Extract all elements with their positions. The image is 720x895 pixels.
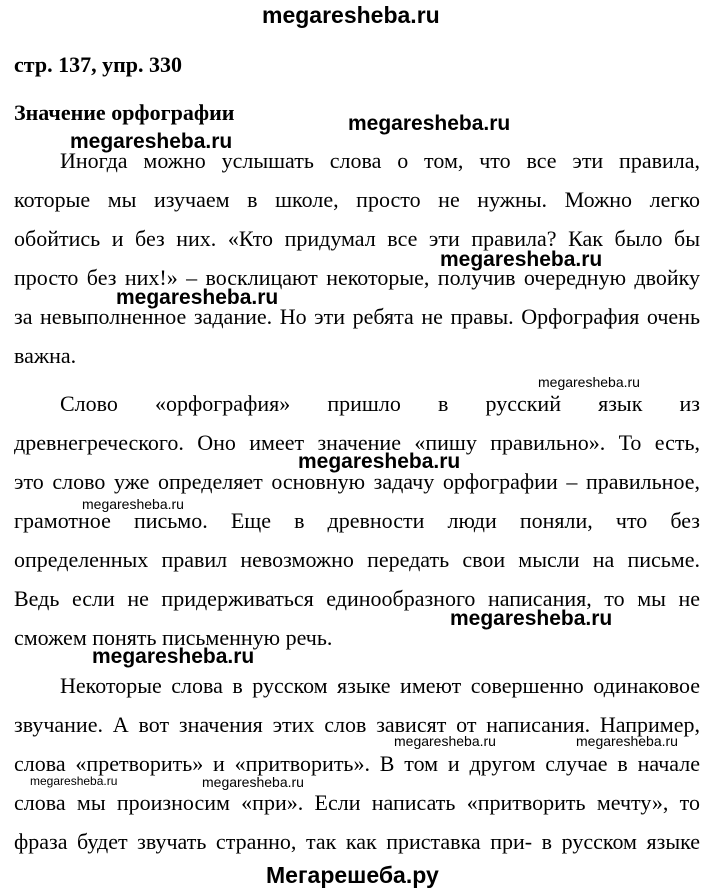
paragraph-1-line-6: важна. (14, 343, 77, 368)
watermark-inline: megaresheba.ru (30, 774, 118, 788)
watermark-inline: megaresheba.ru (440, 248, 603, 271)
watermark-inline: megaresheba.ru (394, 733, 496, 749)
paragraph-2-line-7: сможем понять письменную речь. (14, 625, 333, 650)
watermark-inline: megaresheba.ru (576, 733, 678, 749)
paragraph-3-line-1: Некоторые слова в русском языке имеют совершенно одинаковое (60, 673, 700, 698)
watermark-inline: megaresheba.ru (298, 450, 461, 473)
watermark-top: megaresheba.ru (262, 2, 440, 28)
paragraph-2-line-2: древнегреческого. Оно имеет значение «пишу правильно». То есть, (14, 430, 700, 455)
paragraph-3-line-2: звучание. А вот значения этих слов зависят от написания. Например, (14, 712, 700, 737)
watermark-inline: megaresheba.ru (70, 130, 233, 153)
watermark-inline: megaresheba.ru (82, 496, 184, 512)
watermark-inline: megaresheba.ru (348, 112, 511, 135)
paragraph-2-line-1: Слово «орфография» пришло в русский язык из (60, 391, 700, 416)
paragraph-1-line-3: обойтись и без них. «Кто придумал все эти правила? Как было бы (14, 226, 700, 251)
page-reference: стр. 137, упр. 330 (14, 52, 182, 77)
paragraph-2-line-6: Ведь если не придерживаться единообразного написания, то мы не (14, 586, 700, 611)
watermark-inline: megaresheba.ru (450, 607, 613, 630)
paragraph-3-line-5: фраза будет звучать странно, так как приставка при- в русском языке (14, 829, 700, 854)
paragraph-1-line-1: Иногда можно услышать слова о том, что все эти правила, (60, 148, 700, 173)
watermark-inline: megaresheba.ru (92, 645, 255, 668)
watermark-inline: megaresheba.ru (538, 374, 640, 390)
watermark-inline: megaresheba.ru (116, 286, 279, 309)
paragraph-3-line-4: слова мы произносим «при». Если написать «притворить мечту», то (14, 790, 700, 815)
paragraph-2-line-5: определенных правил невозможно передать свои мысли на письме. (14, 547, 700, 572)
watermark-bottom: Мегарешеба.ру (266, 862, 439, 888)
paragraph-1-line-4: просто без них!» – восклицают некоторые, получив очередную двойку (14, 265, 700, 290)
watermark-inline: megaresheba.ru (202, 774, 304, 790)
document-title: Значение орфографии (14, 100, 235, 125)
paragraph-2-line-3: это слово уже определяет основную задачу орфографии – правильное, (14, 469, 700, 494)
paragraph-1-line-5: за невыполненное задание. Но эти ребята не правы. Орфография очень (14, 304, 700, 329)
paragraph-3-line-3: слова «претворить» и «притворить». В том и другом случае в начале (14, 751, 700, 776)
paragraph-2-line-4: грамотное письмо. Еще в древности люди поняли, что без (14, 508, 700, 533)
paragraph-1-line-2: которые мы изучаем в школе, просто не нужны. Можно легко (14, 187, 700, 212)
